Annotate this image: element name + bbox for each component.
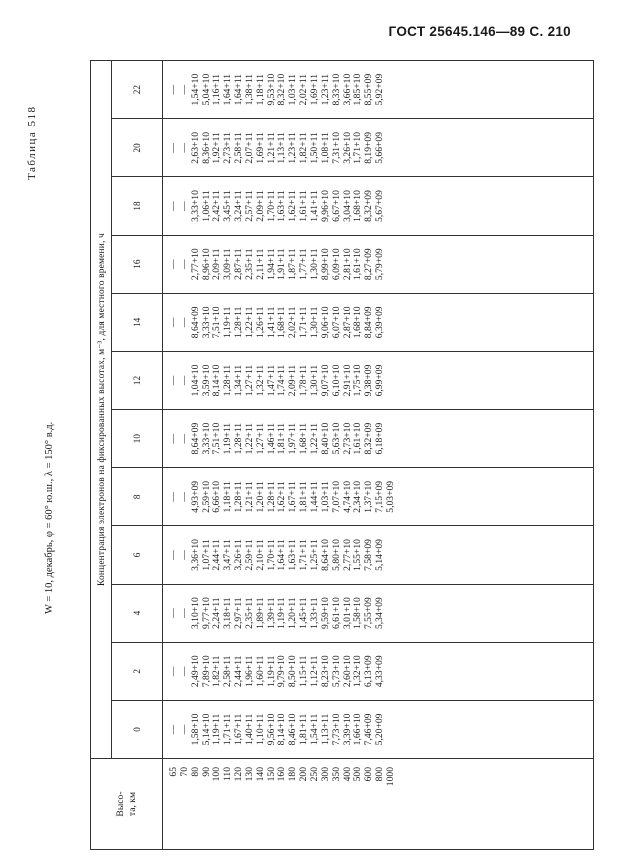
page-header: ГОСТ 25645.146—89 С. 210 xyxy=(388,24,571,39)
table-cell: 1,16+11 xyxy=(211,73,223,106)
table-cell: 4,93+09 xyxy=(189,480,201,513)
table-cell: 7,31+10 xyxy=(330,131,342,164)
table-cell: 8,14+10 xyxy=(276,713,288,746)
hour-header-20: 20 xyxy=(112,119,163,177)
table-cell: 8,55+09 xyxy=(363,73,375,106)
table-cell: 1,21+11 xyxy=(265,132,277,164)
hour-header-18: 18 xyxy=(112,177,163,235)
table-cell: 1,30+11 xyxy=(308,364,320,397)
table-cell: 7,55+09 xyxy=(363,597,375,630)
table-cell: 9,77+10 xyxy=(200,597,212,630)
data-column-8 xyxy=(163,468,594,526)
table-cell: 1,54+11 xyxy=(308,713,320,746)
table-cell: 1,78+11 xyxy=(298,364,310,397)
table-cell: 3,01+10 xyxy=(341,597,353,630)
table-cell: 1,07+11 xyxy=(200,539,212,571)
rotated-table xyxy=(90,60,594,850)
hour-header-6: 6 xyxy=(112,526,163,584)
table-cell: 1,19+11 xyxy=(211,713,223,746)
hour-header-2: 2 xyxy=(112,642,163,700)
table-cell: 1,33+11 xyxy=(308,597,320,629)
table-cell: 1,82+11 xyxy=(298,132,310,164)
table-cell: — xyxy=(168,317,179,328)
table-cell: 1,70+11 xyxy=(265,190,277,222)
hour-header-4: 4 xyxy=(112,584,163,642)
table-label-text: Таблица 518 xyxy=(26,105,38,180)
table-cell: 1,58+10 xyxy=(189,713,201,746)
altitude-value: 250 xyxy=(308,767,320,782)
table-cell: 9,56+10 xyxy=(265,713,277,746)
table-cell: — xyxy=(168,259,179,269)
table-cell: 1,25+11 xyxy=(308,539,320,571)
table-cell: 6,39+09 xyxy=(374,306,386,339)
table-cell: 3,04+10 xyxy=(341,190,353,222)
altitude-value: 100 xyxy=(211,767,223,782)
table-cell: 1,08+11 xyxy=(319,132,331,164)
table-cell: 8,32+10 xyxy=(276,73,288,106)
table-cell: 2,35+11 xyxy=(243,248,255,280)
table-cell: 1,71+10 xyxy=(352,131,364,164)
table-cell: 2,42+11 xyxy=(211,190,223,222)
table-cell: 1,40+11 xyxy=(243,713,255,746)
table-cell: — xyxy=(168,201,179,211)
table-cell: 1,45+11 xyxy=(298,597,310,629)
table-cell: 5,63+10 xyxy=(330,422,342,455)
table-cell: 7,07+10 xyxy=(330,480,342,513)
table-cell: 4,33+09 xyxy=(374,655,386,688)
table-cell: — xyxy=(168,724,179,735)
altitude-header xyxy=(91,759,163,850)
table-cell: 1,60+11 xyxy=(254,655,266,687)
table-cell: 1,50+11 xyxy=(308,132,320,164)
table-cell: 5,92+09 xyxy=(374,73,386,106)
table-cell: 1,27+11 xyxy=(254,422,266,455)
table-cell: — xyxy=(178,492,190,502)
table-cell: 7,46+09 xyxy=(363,713,375,746)
table-cell: 2,02+11 xyxy=(287,306,299,339)
altitude-value: 1000 xyxy=(384,767,396,787)
table-cell: 1,61+11 xyxy=(298,190,310,222)
altitude-value: 180 xyxy=(287,767,299,782)
table-cell: 2,10+11 xyxy=(254,539,266,571)
table-cell: 9,38+09 xyxy=(363,364,375,397)
table-cell: 1,61+10 xyxy=(352,422,364,455)
hour-header-0: 0 xyxy=(112,700,163,758)
table-cell: 2,77+10 xyxy=(341,539,353,571)
table-cell: 1,55+10 xyxy=(352,539,364,571)
data-column-14 xyxy=(163,293,594,351)
table-cell: 6,07+10 xyxy=(330,306,342,339)
table-cell: 5,80+10 xyxy=(330,539,342,571)
table-cell: 7,51+10 xyxy=(211,422,223,455)
table-cell: 2,59+10 xyxy=(200,480,212,513)
table-cell: 1,28+11 xyxy=(233,306,245,339)
table-cell: 1,13+11 xyxy=(319,713,331,746)
table-cell: 2,87+10 xyxy=(341,306,353,339)
table-cell: 1,85+10 xyxy=(352,73,364,106)
table-cell: 1,63+11 xyxy=(276,190,288,222)
table-cell: 2,77+10 xyxy=(189,248,201,281)
table-cell: 1,23+11 xyxy=(287,132,299,164)
table-cell: 5,03+09 xyxy=(384,480,396,513)
table-subtitle-text: W = 10, декабрь, φ = 60° ю.ш., λ = 150° в.д. xyxy=(44,421,55,614)
table-cell: — xyxy=(178,317,190,328)
table-cell: 8,32+09 xyxy=(363,422,375,455)
table-cell: 2,59+11 xyxy=(243,539,255,571)
table-cell: 1,70+11 xyxy=(265,539,277,571)
table-cell: 1,62+11 xyxy=(276,481,288,513)
table-cell: 1,75+10 xyxy=(352,364,364,397)
table-cell: 8,14+10 xyxy=(211,364,223,397)
table-cell: 8,33+10 xyxy=(330,73,342,106)
table-cell: 6,13+09 xyxy=(363,655,375,688)
table-cell: 1,32+10 xyxy=(352,655,364,688)
table-cell: 1,97+11 xyxy=(287,422,299,455)
table-cell: 7,89+10 xyxy=(200,655,212,688)
table-cell: 9,96+10 xyxy=(319,190,331,222)
table-cell: 1,63+11 xyxy=(287,539,299,571)
table-cell: 1,71+11 xyxy=(298,539,310,571)
table-cell: 1,22+11 xyxy=(243,422,255,455)
altitude-value: 400 xyxy=(341,767,353,782)
table-cell: — xyxy=(178,433,190,444)
table-cell: 2,81+10 xyxy=(341,248,353,281)
table-cell: 9,59+10 xyxy=(319,597,331,630)
table-cell: 1,58+10 xyxy=(352,597,364,630)
table-cell: 1,77+11 xyxy=(298,248,310,280)
table-cell: 3,47+11 xyxy=(222,539,234,571)
table-cell: 6,09+10 xyxy=(330,248,342,281)
table-row xyxy=(163,61,594,850)
table-cell: 1,81+11 xyxy=(298,481,310,513)
table-cell: 1,46+11 xyxy=(265,422,277,455)
table-cell: 5,14+09 xyxy=(374,539,386,571)
table-cell: 1,18+11 xyxy=(254,73,266,106)
table-caption: Концентрация электронов на фиксированных высотах, м⁻³, для местного времени, ч xyxy=(91,61,112,759)
table-cell: 1,87+11 xyxy=(287,248,299,280)
table-cell: 2,07+11 xyxy=(243,132,255,164)
altitude-value: 140 xyxy=(254,767,266,782)
table-cell: 8,96+10 xyxy=(200,248,212,281)
table-cell: — xyxy=(178,201,190,211)
table-cell: 8,84+09 xyxy=(363,306,375,339)
table-cell: 9,07+10 xyxy=(319,364,331,397)
table-cell: 1,69+11 xyxy=(308,73,320,106)
table-cell: 2,73+11 xyxy=(222,132,234,164)
table-cell: — xyxy=(178,550,190,560)
table-cell: 1,30+11 xyxy=(308,306,320,339)
table-cell: 1,28+11 xyxy=(233,422,245,455)
altitude-value: 160 xyxy=(276,767,288,782)
table-cell: — xyxy=(168,550,179,560)
table-cell: 1,91+11 xyxy=(276,248,288,280)
altitude-value: 350 xyxy=(330,767,342,782)
table-cell: 1,64+11 xyxy=(233,73,245,106)
table-cell: 1,74+11 xyxy=(276,364,288,397)
table-cell: 1,26+11 xyxy=(254,306,266,339)
table-cell: 1,28+11 xyxy=(265,481,277,513)
table-cell: 2,24+11 xyxy=(211,597,223,629)
table-cell: 1,68+10 xyxy=(352,190,364,222)
table-cell: 1,18+11 xyxy=(222,481,234,513)
altitude-value: 600 xyxy=(363,767,375,782)
table-cell: 1,20+11 xyxy=(287,597,299,629)
table-subtitle xyxy=(40,0,70,868)
table-cell: 1,89+11 xyxy=(254,597,266,629)
table-cell: — xyxy=(168,666,179,677)
table-cell: 1,19+11 xyxy=(222,422,234,455)
table-cell: 1,22+11 xyxy=(243,306,255,339)
data-column-16 xyxy=(163,235,594,293)
table-cell: 8,50+10 xyxy=(287,655,299,688)
table-cell: 1,03+11 xyxy=(287,73,299,106)
table-cell: — xyxy=(178,84,190,95)
altitude-value: 90 xyxy=(200,767,212,777)
table-cell: 2,44+11 xyxy=(233,655,245,687)
table-cell: 3,33+10 xyxy=(200,422,212,455)
table-cell: 8,64+10 xyxy=(319,539,331,571)
hour-header-16: 16 xyxy=(112,235,163,293)
table-cell: 2,49+10 xyxy=(189,655,201,688)
table-cell: 2,73+10 xyxy=(341,422,353,455)
table-cell: 5,34+09 xyxy=(374,597,386,630)
table-cell: 1,62+11 xyxy=(287,190,299,222)
table-cell: 1,66+10 xyxy=(352,713,364,746)
table-cell: — xyxy=(168,608,179,618)
table-cell: 7,15+09 xyxy=(374,480,386,513)
table-cell: 8,64+09 xyxy=(189,306,201,339)
table-cell: 1,41+11 xyxy=(308,190,320,222)
table-cell: 2,34+10 xyxy=(352,480,364,513)
data-column-2 xyxy=(163,642,594,700)
table-cell: 6,99+09 xyxy=(374,364,386,397)
data-column-12 xyxy=(163,351,594,409)
table-cell: 6,61+10 xyxy=(330,597,342,630)
table-cell: 1,61+10 xyxy=(352,248,364,281)
table-cell: 1,22+11 xyxy=(308,422,320,455)
table-cell: 3,39+10 xyxy=(341,713,353,746)
table-cell: 5,67+09 xyxy=(374,190,386,222)
table-cell: — xyxy=(178,259,190,269)
hour-header-12: 12 xyxy=(112,351,163,409)
table-cell: 9,06+10 xyxy=(319,306,331,339)
table-cell: 1,19+11 xyxy=(222,306,234,339)
table-cell: 5,04+10 xyxy=(200,73,212,106)
table-cell: 3,18+11 xyxy=(222,597,234,629)
table-cell: 7,51+10 xyxy=(211,306,223,339)
table-cell: 1,34+11 xyxy=(233,364,245,397)
table-cell: 8,64+09 xyxy=(189,422,201,455)
table-cell: — xyxy=(168,433,179,444)
table-cell: 2,09+11 xyxy=(211,248,223,280)
table-cell: — xyxy=(178,666,190,677)
table-cell: 1,20+11 xyxy=(254,481,266,513)
table-cell: 1,71+11 xyxy=(298,306,310,339)
table-cell: 8,99+10 xyxy=(319,248,331,281)
table-cell: 1,68+10 xyxy=(352,306,364,339)
table-cell: 1,64+11 xyxy=(276,539,288,571)
table-cell: 2,44+11 xyxy=(211,539,223,571)
table-cell: 3,33+10 xyxy=(200,306,212,339)
table-cell: 1,71+11 xyxy=(222,713,234,746)
table-cell: 8,19+09 xyxy=(363,131,375,164)
table-cell: 1,32+11 xyxy=(254,364,266,397)
table-cell: 2,58+11 xyxy=(222,655,234,687)
altitude-value: 110 xyxy=(222,767,234,782)
table-cell: — xyxy=(178,724,190,735)
table-cell: 1,81+11 xyxy=(298,713,310,746)
table-cell: — xyxy=(178,143,190,153)
table-cell: 2,60+10 xyxy=(341,655,353,688)
table-cell: 1,39+11 xyxy=(265,597,277,629)
table-cell: 2,09+11 xyxy=(254,190,266,222)
table-cell: 1,04+10 xyxy=(189,364,201,397)
hours-row xyxy=(112,61,163,850)
table-cell: 5,79+09 xyxy=(374,248,386,281)
table-cell: 7,73+10 xyxy=(330,713,342,746)
data-column-4 xyxy=(163,584,594,642)
table-cell: 1,28+11 xyxy=(233,481,245,513)
table-cell: 7,58+09 xyxy=(363,539,375,571)
table-cell: 8,27+09 xyxy=(363,248,375,281)
table-cell: 8,36+10 xyxy=(200,131,212,164)
table-cell: 3,10+10 xyxy=(189,597,201,630)
table-cell: 8,32+09 xyxy=(363,190,375,222)
data-column-20 xyxy=(163,119,594,177)
table-cell: 2,02+11 xyxy=(298,73,310,106)
table-cell: 1,10+11 xyxy=(254,713,266,746)
table-cell: 1,68+11 xyxy=(276,306,288,339)
table-cell: 1,69+11 xyxy=(254,132,266,164)
table-cell: 2,11+11 xyxy=(254,248,266,280)
table-cell: 1,19+11 xyxy=(276,597,288,629)
table-cell: 5,66+09 xyxy=(374,131,386,164)
table-cell: 1,19+11 xyxy=(265,655,277,687)
table-cell: 3,24+11 xyxy=(233,190,245,222)
table-cell: 1,41+11 xyxy=(265,306,277,339)
table-cell: 1,30+11 xyxy=(308,248,320,280)
table-cell: 1,68+11 xyxy=(298,422,310,455)
table-cell: 1,94+11 xyxy=(265,248,277,280)
table-cell: 1,82+11 xyxy=(211,655,223,687)
table-cell: 9,79+10 xyxy=(276,655,288,688)
table-cell: 5,14+10 xyxy=(200,713,212,746)
table-cell: — xyxy=(178,608,190,618)
altitude-column xyxy=(163,759,594,850)
table-cell: 1,28+11 xyxy=(222,364,234,397)
table-cell: 1,96+11 xyxy=(243,655,255,687)
table-cell: 6,67+10 xyxy=(330,190,342,222)
altitude-value: 150 xyxy=(265,767,277,782)
table-cell: 3,26+10 xyxy=(341,131,353,164)
table-cell: 1,81+11 xyxy=(276,422,288,455)
hour-header-14: 14 xyxy=(112,293,163,351)
table-cell: 2,87+11 xyxy=(233,248,245,280)
table-cell: 1,44+11 xyxy=(308,481,320,513)
table-cell: 1,47+11 xyxy=(265,364,277,397)
data-column-10 xyxy=(163,410,594,468)
table-cell: 3,45+11 xyxy=(222,190,234,222)
table-cell: 1,67+11 xyxy=(233,713,245,746)
table-cell: 6,10+10 xyxy=(330,364,342,397)
table-cell: 1,92+11 xyxy=(211,132,223,164)
table-cell: — xyxy=(168,84,179,95)
data-column-6 xyxy=(163,526,594,584)
table-cell: 2,57+11 xyxy=(243,190,255,222)
table-container xyxy=(90,60,594,850)
table-cell: 4,74+10 xyxy=(341,480,353,513)
table-cell: 1,67+11 xyxy=(287,481,299,513)
electron-concentration-table xyxy=(90,60,594,850)
data-column-22 xyxy=(163,61,594,119)
altitude-value: 300 xyxy=(319,767,331,782)
hour-header-22: 22 xyxy=(112,61,163,119)
altitude-value: 200 xyxy=(298,767,310,782)
table-cell: 1,06+11 xyxy=(200,190,212,222)
table-cell: 1,54+10 xyxy=(189,73,201,106)
table-cell: 2,97+11 xyxy=(233,597,245,629)
table-cell: — xyxy=(168,492,179,502)
table-cell: 8,46+10 xyxy=(287,713,299,746)
table-cell: 5,73+10 xyxy=(330,655,342,688)
table-cell: 1,27+11 xyxy=(243,364,255,397)
table-cell: — xyxy=(178,375,190,386)
table-cell: 1,23+11 xyxy=(319,73,331,106)
table-cell: 8,23+10 xyxy=(319,655,331,688)
altitude-value: 120 xyxy=(233,767,245,782)
table-cell: 1,15+11 xyxy=(298,655,310,687)
altitude-value: 70 xyxy=(178,767,190,777)
table-cell: 9,53+10 xyxy=(265,73,277,106)
table-cell: 1,03+11 xyxy=(319,481,331,513)
data-column-0 xyxy=(163,700,594,758)
table-cell: 2,09+11 xyxy=(287,364,299,397)
table-cell: 2,58+11 xyxy=(233,132,245,164)
table-cell: 3,59+10 xyxy=(200,364,212,397)
table-cell: — xyxy=(168,375,179,386)
hour-header-8: 8 xyxy=(112,468,163,526)
table-cell: 1,12+11 xyxy=(308,655,320,687)
table-cell: 3,09+11 xyxy=(222,248,234,280)
table-cell: 2,91+10 xyxy=(341,364,353,397)
table-cell: 1,64+11 xyxy=(222,73,234,106)
table-cell: 8,40+10 xyxy=(319,422,331,455)
table-cell: 2,35+11 xyxy=(243,597,255,629)
table-cell: 6,66+10 xyxy=(211,480,223,513)
table-cell: 1,38+11 xyxy=(243,73,255,106)
table-cell: 3,26+11 xyxy=(233,539,245,571)
altitude-value: 130 xyxy=(243,767,255,782)
altitude-value: 80 xyxy=(189,767,201,777)
hour-header-10: 10 xyxy=(112,410,163,468)
table-cell: 3,66+10 xyxy=(341,73,353,106)
table-cell: 2,63+10 xyxy=(189,131,201,164)
table-cell: 1,13+11 xyxy=(276,132,288,164)
table-cell: 3,36+10 xyxy=(189,539,201,571)
altitude-value: 65 xyxy=(168,767,179,777)
table-cell: 5,20+09 xyxy=(374,713,386,746)
table-cell: 1,21+11 xyxy=(243,481,255,513)
table-cell: 1,37+10 xyxy=(363,480,375,513)
altitude-header-text: Высо- та, км xyxy=(115,791,138,817)
altitude-value: 800 xyxy=(374,767,386,782)
data-column-18 xyxy=(163,177,594,235)
table-cell: 6,18+09 xyxy=(374,422,386,455)
table-cell: 3,33+10 xyxy=(189,190,201,222)
table-cell: — xyxy=(168,143,179,153)
altitude-value: 500 xyxy=(352,767,364,782)
